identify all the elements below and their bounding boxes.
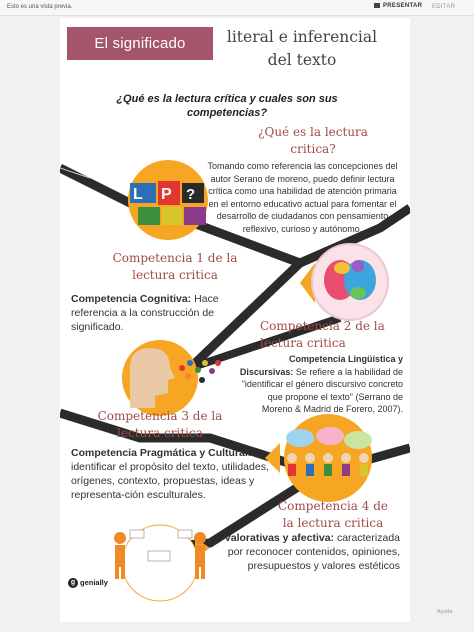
title-badge: El significado	[67, 27, 213, 60]
heading-line: critica?	[290, 142, 336, 156]
dialog-figures-icon	[114, 525, 210, 601]
svg-text:P: P	[161, 186, 172, 203]
title-line: del texto	[267, 51, 337, 69]
heading-line: lectura critica	[260, 336, 346, 350]
competency-3-text	[71, 446, 276, 502]
help-link[interactable]: Ayuda	[437, 609, 453, 615]
competency-2-text	[236, 353, 403, 416]
slide-page	[60, 18, 410, 622]
competency-description: Hace referencia a la construcción de significado.	[71, 293, 219, 333]
competency-label: Competencia Cognitiva:	[71, 293, 192, 305]
heading-line: lectura critica	[132, 268, 218, 282]
competency-description: Se refiere a la habilidad de "identificar el género discursivo concreto que propone el texto" (Serrano de Moreno & Madrid de Forero, 2007).	[241, 366, 403, 414]
competency-1-title	[90, 250, 260, 284]
question-heading: ¿Qué es la lectura crítica y cuales son sus competencias?	[116, 93, 338, 119]
heading-line: la lectura critica	[282, 516, 384, 530]
competency-1-text	[71, 292, 256, 334]
genially-icon: g	[68, 578, 78, 588]
heading-line: lectura critica	[117, 426, 203, 440]
competency-4-title	[258, 498, 408, 532]
competency-4-text	[220, 531, 400, 573]
title-line: literal e inferencial	[226, 28, 378, 46]
page-title	[210, 26, 394, 72]
edit-button[interactable]: EDITAR	[432, 4, 456, 10]
competency-2-title	[260, 318, 410, 352]
letters-icon	[128, 160, 208, 240]
present-button[interactable]	[374, 3, 422, 9]
competency-label: Valorativas y afectiva:	[224, 532, 335, 544]
competency-label: Competencia Lingüística y Discursivas:	[239, 354, 403, 377]
genially-label: genially	[80, 578, 108, 587]
heading-line: Competencia 1 de la	[112, 251, 238, 265]
competency-3-title	[75, 408, 245, 442]
heading-line: ¿Qué es la lectura	[258, 125, 368, 139]
heading-line: Competencia 3 de la	[97, 409, 223, 423]
heading-line: Competencia 2 de la	[260, 319, 385, 333]
competency-description: caracterizada por reconocer contenidos, opiniones, presupuestos y valores estéticos	[227, 532, 400, 572]
scrollbar[interactable]	[468, 16, 474, 632]
definition-text: Tomando como referencia las concepciones del autor Serano de moreno, puedo definir lectura crítica como una habilidad de atención primaria en el entorno educativo actual para fomentar el desarrollo de ciudadanos con pensamiento reflexivo, curioso y autónomo.	[207, 161, 398, 234]
section-heading	[230, 124, 396, 158]
heading-line: Competencia 4 de	[278, 499, 388, 513]
competency-description: identificar el propósito del texto, utilidades, orígenes, contexto, propuestas, ideas y representa-ción esculturales.	[71, 461, 269, 501]
genially-logo[interactable]	[68, 578, 108, 588]
present-icon	[374, 3, 380, 8]
preview-notice: Esto es una vista previa.	[7, 4, 73, 10]
svg-text:L: L	[133, 186, 143, 203]
present-label: PRESENTAR	[383, 3, 423, 9]
top-bar	[0, 0, 474, 16]
competency-label: Competencia Pragmática y Cultural:	[71, 447, 252, 459]
svg-text:?: ?	[186, 186, 196, 203]
